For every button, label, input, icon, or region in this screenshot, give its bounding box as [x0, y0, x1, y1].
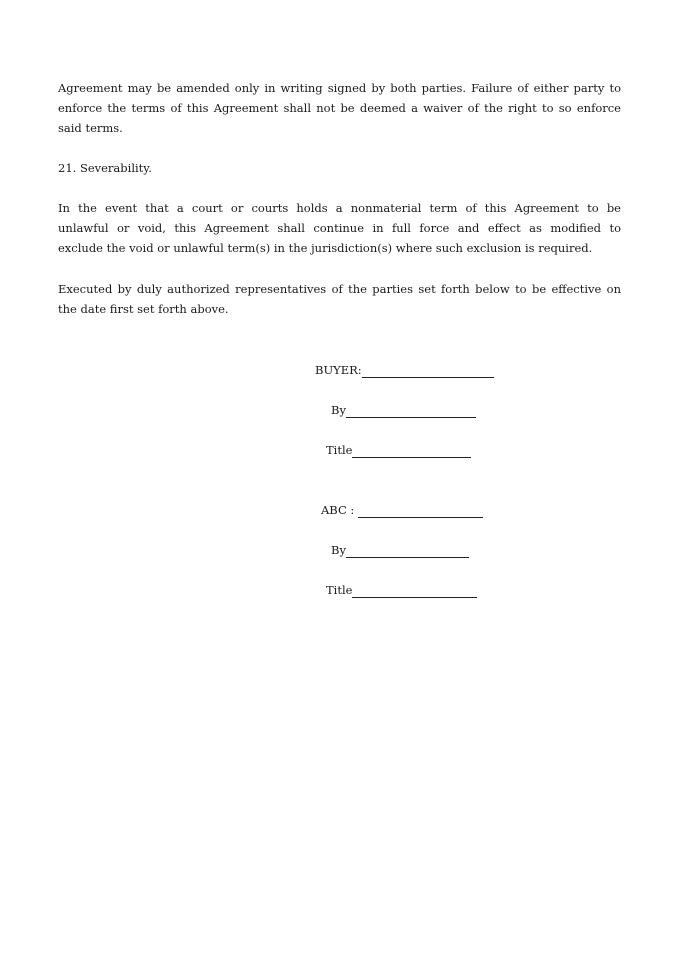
abc-blank [358, 505, 483, 518]
text-line: enforce the terms of this Agreement shall not be deemed a waiver of the right to so enforce [58, 101, 621, 115]
title-blank [352, 585, 477, 598]
section-heading-severability [58, 158, 621, 178]
text-line: the date first set forth above. [58, 302, 229, 316]
by-blank [346, 405, 476, 418]
section-heading: 21. Severability. [58, 161, 152, 175]
text-line: unlawful or void, this Agreement shall continue in full force and effect as modified to [58, 221, 621, 235]
text-line: In the event that a court or courts holds a nonmaterial term of this Agreement to be [58, 201, 621, 215]
title-label: Title [326, 443, 353, 457]
severability-paragraph [58, 198, 621, 258]
abc-signature-line [321, 502, 483, 518]
abc-label: ABC : [321, 503, 355, 517]
buyer-title-line [326, 442, 471, 458]
buyer-label: BUYER: [315, 363, 362, 377]
text-line: said terms. [58, 121, 123, 135]
buyer-signature-line [315, 362, 494, 378]
text-line: Agreement may be amended only in writing signed by both parties. Failure of either party to [58, 81, 621, 95]
execution-paragraph [58, 279, 621, 319]
text-line: Executed by duly authorized representatives of the parties set forth below to be effective on [58, 282, 621, 296]
by-blank [346, 545, 469, 558]
abc-by-line [331, 542, 469, 558]
by-label: By [331, 403, 346, 417]
title-label: Title [326, 583, 353, 597]
text-line: exclude the void or unlawful term(s) in the jurisdiction(s) where such exclusion is required. [58, 241, 593, 255]
title-blank [352, 445, 471, 458]
buyer-blank [362, 365, 494, 378]
buyer-by-line [331, 402, 476, 418]
abc-title-line [326, 582, 477, 598]
amendment-paragraph [58, 78, 621, 138]
by-label: By [331, 543, 346, 557]
